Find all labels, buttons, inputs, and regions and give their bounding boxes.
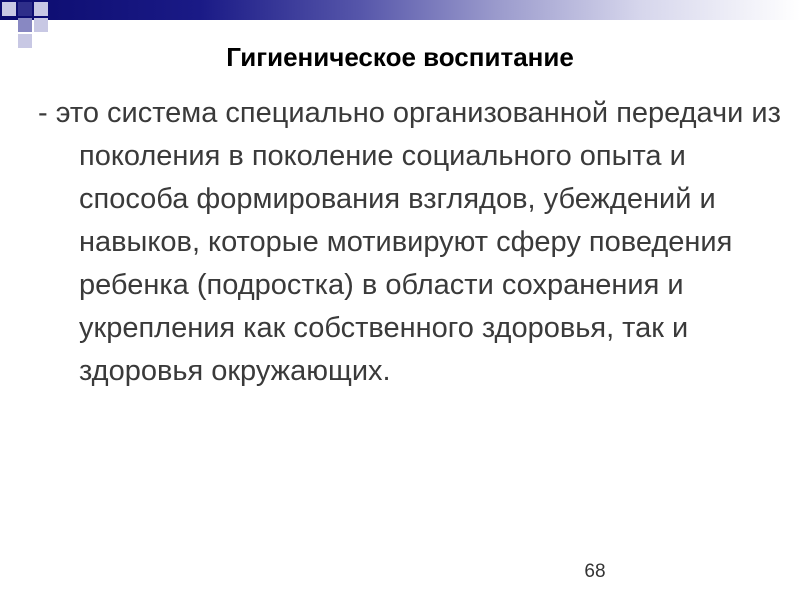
- decor-square: [2, 2, 16, 16]
- decor-square: [34, 2, 48, 16]
- decor-square: [34, 18, 48, 32]
- decor-square: [18, 18, 32, 32]
- slide-title: Гигиеническое воспитание: [226, 42, 574, 72]
- header-gradient-band: [0, 0, 800, 20]
- page-number: 68: [584, 561, 606, 582]
- definition-text: - это система специально организованной передачи из поколения в поколение социального опыта и способа формирования взглядов, убеждений и навыков, которые мотивируют сферу поведения ребенка (подростка) в области сохранения и укрепления как собственного здоровья, так и здоровья окружающих.: [38, 97, 781, 387]
- decor-square: [18, 2, 32, 16]
